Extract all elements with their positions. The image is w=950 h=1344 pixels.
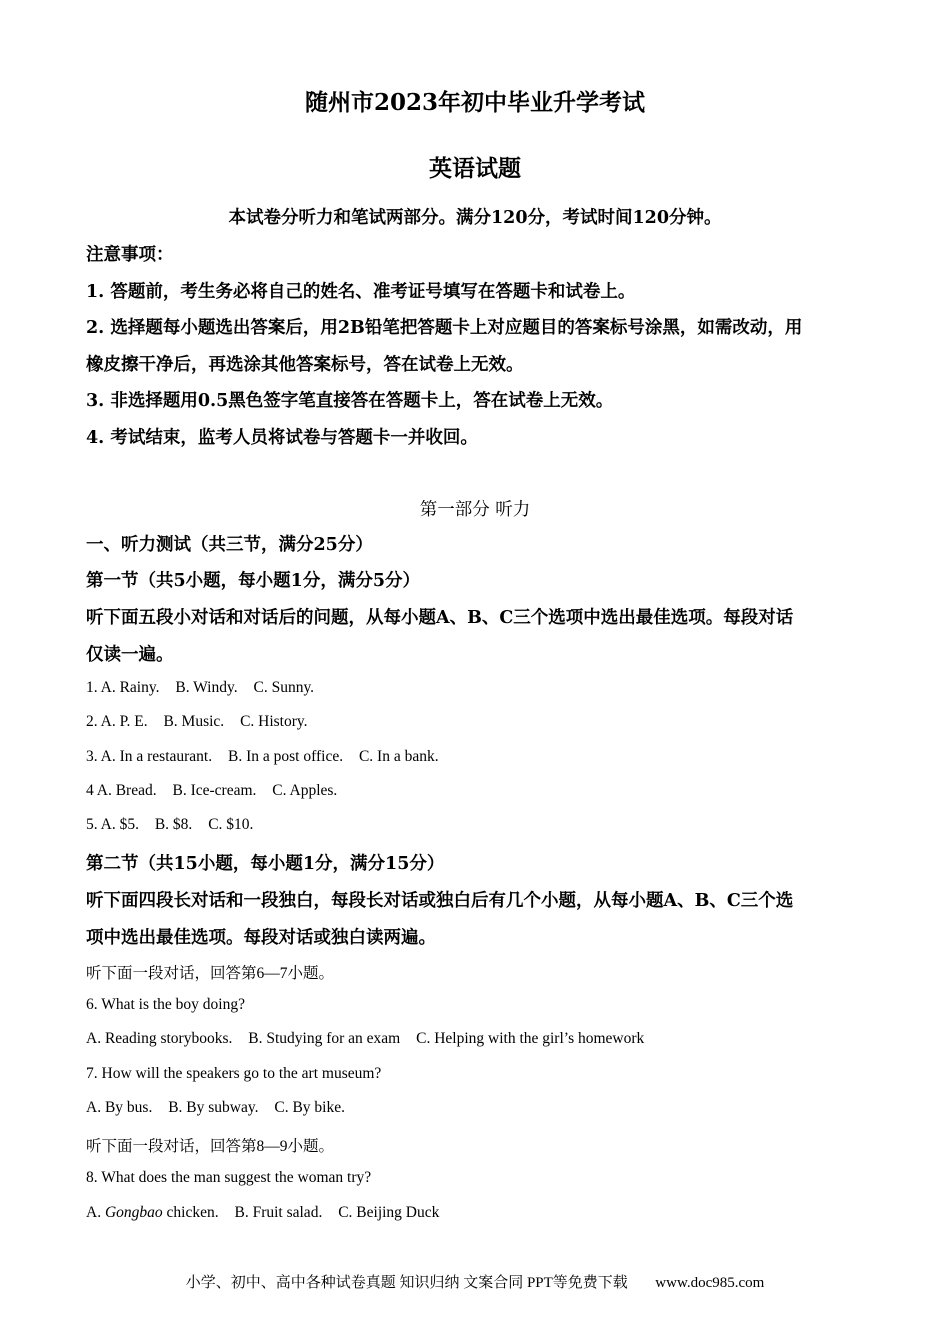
- question-8: 8. What does the man suggest the woman try?: [86, 1169, 372, 1186]
- q4-option-c: C. Apples.: [272, 782, 338, 799]
- notice-item-2-cont: 橡皮擦干净后，再选涂其他答案标号，答在试卷上无效。: [86, 355, 524, 375]
- sec1-instruction-line1: 听下面五段小对话和对话后的问题，从每小题A、B、C三个选项中选出最佳选项。每段对话: [86, 608, 794, 628]
- question-6-options: [86, 1030, 644, 1048]
- exam-title: 随州市2023年初中毕业升学考试: [304, 89, 645, 116]
- page-footer: [0, 1271, 950, 1292]
- q6-option-a: A. Reading storybooks.: [86, 1030, 233, 1047]
- part1-title: 第一部分 听力: [419, 500, 531, 520]
- q7-option-b: B. By subway.: [168, 1099, 259, 1116]
- q5-option-c: C. $10.: [208, 816, 254, 833]
- q6-option-c: C. Helping with the girl’s homework: [416, 1030, 645, 1047]
- question-8-options: [86, 1204, 439, 1222]
- notice-item-3: 3. 非选择题用0.5黑色签字笔直接答在答题卡上，答在试卷上无效。: [86, 391, 614, 411]
- footer-text: 小学、初中、高中各种试卷真题 知识归纳 文案合同 PPT等免费下载: [185, 1275, 628, 1291]
- question-4: [86, 782, 337, 800]
- footer-url[interactable]: www.doc985.com: [655, 1275, 765, 1291]
- q8-option-a-italic: Gongbao: [104, 1204, 163, 1221]
- question-2: [86, 713, 308, 731]
- q1-option-c: C. Sunny.: [253, 679, 315, 696]
- q4-option-b: B. Ice-cream.: [172, 782, 257, 799]
- dialog1-intro: 听下面一段对话，回答第6—7小题。: [86, 965, 335, 982]
- q4-option-a: 4 A. Bread.: [86, 782, 157, 799]
- q1-option-b: B. Windy.: [175, 679, 238, 696]
- question-5: [86, 816, 253, 834]
- exam-intro: 本试卷分听力和笔试两部分。满分120分，考试时间120分钟。: [228, 208, 722, 228]
- q3-option-a: 3. A. In a restaurant.: [86, 748, 213, 765]
- exam-subtitle: 英语试题: [429, 155, 521, 182]
- question-1: [86, 679, 314, 697]
- q8-option-a-prefix: A.: [86, 1204, 105, 1221]
- sec2-heading: 第二节（共15小题，每小题1分，满分15分）: [86, 854, 445, 874]
- sec2-instruction-line1: 听下面四段长对话和一段独白，每段长对话或独白后有几个小题，从每小题A、B、C三个选: [86, 891, 794, 911]
- q3-option-c: C. In a bank.: [358, 748, 439, 765]
- question-7: 7. How will the speakers go to the art museum?: [86, 1065, 382, 1082]
- q2-option-c: C. History.: [240, 713, 308, 730]
- question-6: 6. What is the boy doing?: [86, 996, 245, 1013]
- q3-option-b: B. In a post office.: [228, 748, 344, 765]
- listening-section-heading: 一、听力测试（共三节，满分25分）: [86, 535, 373, 555]
- notice-label: 注意事项：: [86, 245, 174, 265]
- notice-item-1: 1. 答题前，考生务必将自己的姓名、准考证号填写在答题卡和试卷上。: [86, 282, 636, 302]
- question-7-options: [86, 1099, 345, 1117]
- question-3: [86, 748, 439, 766]
- sec2-instruction-line2: 项中选出最佳选项。每段对话或独白读两遍。: [86, 928, 436, 948]
- q8-option-c: C. Beijing Duck: [338, 1204, 440, 1221]
- q8-option-b: B. Fruit salad.: [234, 1204, 323, 1221]
- notice-item-2: 2. 选择题每小题选出答案后，用2B铅笔把答题卡上对应题目的答案标号涂黑，如需改动，用: [86, 318, 803, 338]
- q2-option-a: 2. A. P. E.: [86, 713, 148, 730]
- q5-option-b: B. $8.: [154, 816, 193, 833]
- notice-item-4: 4. 考试结束，监考人员将试卷与答题卡一并收回。: [86, 428, 478, 448]
- q2-option-b: B. Music.: [163, 713, 225, 730]
- dialog2-intro: 听下面一段对话，回答第8—9小题。: [86, 1138, 335, 1155]
- q1-option-a: 1. A. Rainy.: [86, 679, 160, 696]
- q5-option-a: 5. A. $5.: [86, 816, 139, 833]
- q8-option-a: [86, 1204, 219, 1221]
- q6-option-b: B. Studying for an exam: [248, 1030, 401, 1047]
- q7-option-c: C. By bike.: [274, 1099, 345, 1116]
- sec1-heading: 第一节（共5小题，每小题1分，满分5分）: [86, 571, 421, 591]
- q7-option-a: A. By bus.: [86, 1099, 153, 1116]
- q8-option-a-suffix: chicken.: [162, 1204, 219, 1221]
- sec1-instruction-line2: 仅读一遍。: [86, 645, 174, 665]
